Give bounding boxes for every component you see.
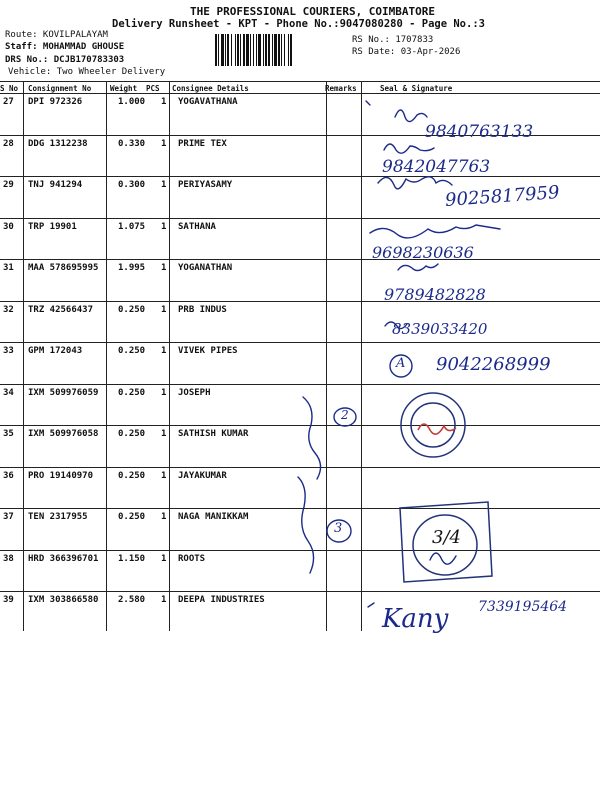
row-weight: 0.250 [118, 304, 146, 315]
row-sno: 39 [3, 595, 14, 605]
row-sno: 29 [3, 180, 14, 190]
row-consignee: VIVEK PIPES [178, 346, 238, 356]
row-sno: 27 [3, 97, 14, 107]
handwritten-phone: 8339033420 [392, 320, 488, 338]
row-sno: 31 [3, 263, 14, 273]
row-consignment-no: IXM 509976058 [28, 429, 99, 439]
handwritten-phone: 9840763133 [425, 122, 534, 142]
runsheet-subtitle: Delivery Runsheet - KPT - Phone No.:9047080280 - Page No.:3 [112, 18, 485, 30]
row-weight: 0.330 [118, 138, 146, 149]
handwritten-fraction: 3/4 [432, 527, 461, 548]
row-consignee: JOSEPH [178, 387, 211, 398]
col-header-weight: Weight [110, 84, 138, 93]
row-sno: 32 [3, 304, 14, 315]
handwritten-phone: 7339195464 [478, 599, 568, 615]
row-pcs: 1 [161, 180, 167, 190]
row-weight: 0.250 [118, 346, 146, 356]
drs-label: DRS No.: DCJB170783303 [5, 55, 125, 65]
row-consignment-no: GPM 172043 [28, 346, 83, 356]
row-consignment-no: HRD 366396701 [28, 553, 99, 564]
row-weight: 0.250 [118, 387, 146, 398]
row-weight: 0.250 [118, 512, 146, 522]
row-weight: 0.300 [118, 180, 146, 190]
route-label: Route: KOVILPALAYAM [5, 30, 108, 40]
row-sno: 33 [3, 346, 14, 356]
row-consignment-no: TRP 19901 [28, 221, 77, 232]
row-consignment-no: IXM 509976059 [28, 387, 99, 398]
row-consignee: SATHANA [178, 221, 216, 232]
row-pcs: 1 [161, 387, 167, 398]
row-consignment-no: PRO 19140970 [28, 470, 94, 481]
row-consignment-no: DDG 1312238 [28, 138, 88, 149]
row-consignment-no: IXM 303866580 [28, 595, 99, 605]
row-consignment-no: DPI 972326 [28, 97, 83, 107]
row-sno: 35 [3, 429, 14, 439]
row-pcs: 1 [161, 304, 167, 315]
row-consignee: PRB INDUS [178, 304, 227, 315]
row-pcs: 1 [161, 346, 167, 356]
row-pcs: 1 [161, 263, 167, 273]
rs-date: RS Date: 03-Apr-2026 [352, 47, 461, 57]
handwritten-phone: 9698230636 [372, 243, 474, 262]
col-header-consignment: Consignment No [28, 84, 92, 93]
row-sno: 28 [3, 138, 14, 149]
vehicle-label: Vehicle: Two Wheeler Delivery [8, 67, 166, 77]
row-consignment-no: TNJ 941294 [28, 180, 83, 190]
row-weight: 1.000 [118, 97, 146, 107]
row-pcs: 1 [161, 429, 167, 439]
row-consignee: YOGAVATHANA [178, 97, 238, 107]
row-sno: 34 [3, 387, 14, 398]
company-title: THE PROFESSIONAL COURIERS, COIMBATORE [190, 5, 436, 18]
row-sno: 30 [3, 221, 14, 232]
row-sno: 37 [3, 512, 14, 522]
row-weight: 1.150 [118, 553, 146, 564]
row-weight: 0.250 [118, 470, 146, 481]
row-pcs: 1 [161, 595, 167, 605]
row-pcs: 1 [161, 553, 167, 564]
handwritten-mark: A [396, 356, 406, 371]
row-sno: 38 [3, 553, 14, 564]
row-consignment-no: MAA 578695995 [28, 263, 99, 273]
row-consignee: NAGA MANIKKAM [178, 512, 249, 522]
rs-number: RS No.: 1707833 [352, 35, 434, 45]
handwritten-phone: 9842047763 [382, 157, 491, 177]
handwritten-phone: 9025817959 [444, 182, 561, 211]
staff-label: Staff: MOHAMMAD GHOUSE [5, 42, 125, 52]
handwritten-phone: 9042268999 [436, 354, 551, 375]
row-consignment-no: TRZ 42566437 [28, 304, 94, 315]
row-weight: 2.580 [118, 595, 146, 605]
row-consignee: DEEPA INDUSTRIES [178, 595, 265, 605]
row-weight: 0.250 [118, 429, 146, 439]
row-consignee: YOGANATHAN [178, 263, 233, 273]
row-weight: 1.075 [118, 221, 146, 232]
row-consignee: ROOTS [178, 553, 206, 564]
col-header-sno: S No [0, 84, 19, 93]
row-sno: 36 [3, 470, 14, 481]
row-pcs: 1 [161, 221, 167, 232]
handwritten-signature: Kany [382, 604, 449, 634]
row-pcs: 1 [161, 97, 167, 107]
handwritten-mark: 2 [341, 408, 349, 422]
row-consignee: PERIYASAMY [178, 180, 233, 190]
row-weight: 1.995 [118, 263, 146, 273]
handwritten-mark: 3 [334, 521, 343, 536]
col-header-pcs: PCS [146, 84, 160, 93]
col-header-remarks: Remarks [325, 84, 357, 93]
row-consignee: JAYAKUMAR [178, 470, 227, 481]
row-consignment-no: TEN 2317955 [28, 512, 88, 522]
handwritten-phone: 9789482828 [384, 285, 486, 304]
row-consignee: PRIME TEX [178, 138, 227, 149]
row-pcs: 1 [161, 470, 167, 481]
row-pcs: 1 [161, 512, 167, 522]
row-pcs: 1 [161, 138, 167, 149]
col-header-seal: Seal & Signature [380, 84, 453, 93]
col-header-consignee: Consignee Details [172, 84, 249, 93]
row-consignee: SATHISH KUMAR [178, 429, 249, 439]
